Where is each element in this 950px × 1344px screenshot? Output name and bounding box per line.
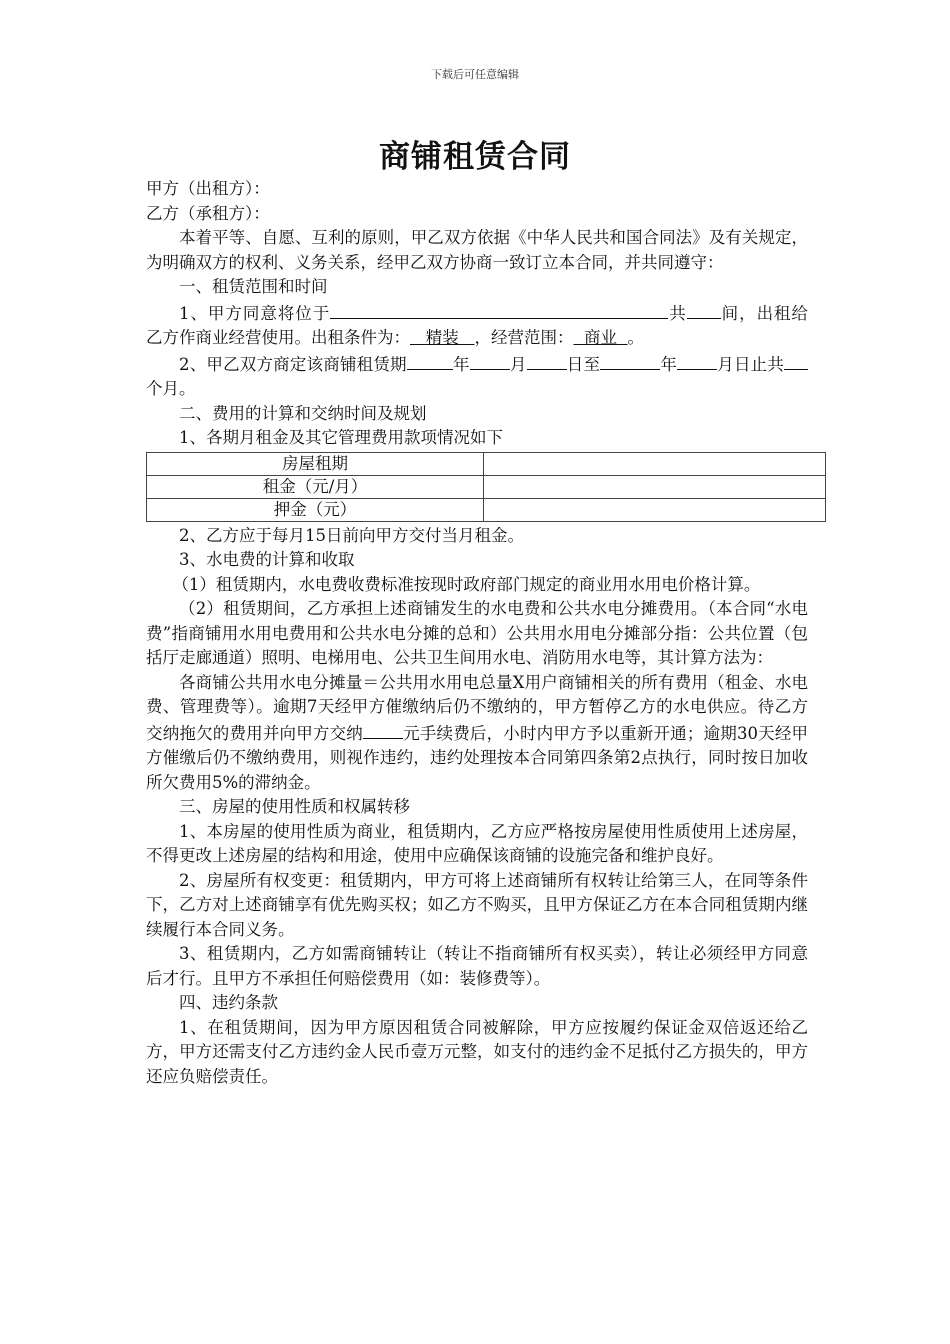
header-note: 下载后可任意编辑 [431, 68, 519, 81]
fee-table [146, 452, 826, 522]
intro-paragraph: 本着平等、自愿、互利的原则，甲乙双方依据《中华人民共和国合同法》及有关规定，为明确双方的权利、义务关系，经甲乙双方协商一致订立本合同，并共同遵守： [146, 228, 808, 272]
rooms-blank [687, 300, 721, 319]
fee-blank [363, 720, 403, 739]
table-row: 租金（元/月） [147, 475, 826, 498]
section-2-clause-3-2: （2）租赁期间，乙方承担上述商铺发生的水电费和公共水电分摊费用。（本合同“水电费”指商铺用水用电费用和公共水电分摊的总和）公共用水用电分摊部分指：公共位置（包括厅走廊通道）照明、电梯用电、公共卫生间用水电、消防用水电等，其计算方法为： [146, 599, 808, 667]
section-2-heading: 二、费用的计算和交纳时间及规划 [179, 403, 427, 423]
section-3-heading: 三、房屋的使用性质和权属转移 [179, 797, 410, 816]
section-4-clause-1: 1、在租赁期间，因为甲方原因租赁合同被解除，甲方应按履约保证金双倍返还给乙方，甲方还需支付乙方违约金人民币壹万元整，如支付的违约金不足抵付乙方损失的，甲方还应负赔偿责任。 [146, 1017, 808, 1086]
section-2-clause-3-1: （1）租赁期内，水电费收费标准按现时政府部门规定的商业用水用电价格计算。 [172, 574, 761, 594]
section-1-clause-2: 2、甲乙双方商定该商铺租赁期 年 月 日至 年 月日止共个月。 [146, 351, 808, 402]
section-1-clause-1: 1、甲方同意将位于 共 间，出租给乙方作商业经营使用。出租条件为： 精装 ，经营范围： 商业 。 [146, 300, 808, 351]
table-row: 房屋租期 [147, 452, 826, 475]
location-blank [330, 300, 668, 319]
table-row: 押金（元） [147, 498, 826, 521]
section-4-heading: 四、违约条款 [179, 993, 278, 1012]
section-3-clause-1: 1、本房屋的使用性质为商业，租赁期内，乙方应严格按房屋使用性质使用上述房屋，不得更改上述房屋的结构和用途，使用中应确保该商铺的设施完备和维护良好。 [146, 821, 808, 865]
condition-value: 精装 [425, 328, 459, 347]
section-2-clause-3: 3、水电费的计算和收取 [179, 550, 355, 569]
party-b-line: 乙方（承租方）： [146, 203, 270, 223]
scope-value: 商业 [584, 328, 617, 347]
section-2-clause-1: 1、各期月租金及其它管理费用款项情况如下 [179, 428, 503, 447]
section-1-heading: 一、租赁范围和时间 [179, 277, 328, 296]
document-title: 商铺租赁合同 [379, 139, 571, 175]
party-a-line: 甲方（出租方）： [146, 179, 270, 198]
section-2-clause-2: 2、乙方应于每月15日前向甲方交付当月租金。 [179, 525, 524, 545]
section-3-clause-3: 3、租赁期内，乙方如需商铺转让（转让不指商铺所有权买卖），转让必须经甲方同意后才行。且甲方不承担任何赔偿费用（如：装修费等）。 [146, 944, 808, 988]
contract-body [146, 177, 808, 1089]
section-3-clause-2: 2、房屋所有权变更：租赁期内，甲方可将上述商铺所有权转让给第三人，在同等条件下，乙方对上述商铺享有优先购买权；如乙方不购买，且甲方保证乙方在本合同租赁期内继续履行本合同义务。 [146, 870, 808, 939]
section-2-clause-3-3: 各商铺公共用水电分摊量＝公共用水用电总量X用户商铺相关的所有费用（租金、水电费、管理费等）。逾期7天经甲方催缴纳后仍不缴纳的，甲方暂停乙方的水电供应。待乙方交纳拖欠的费用并向甲方交纳 元手续费后，小时内甲方予以重新开通；逾期30天经甲方催缴后仍不缴纳费用，则视作违约，违约处理按本合同第四条第2点执行，同时按日加收所欠费用5%的滞纳金。 [146, 672, 809, 792]
